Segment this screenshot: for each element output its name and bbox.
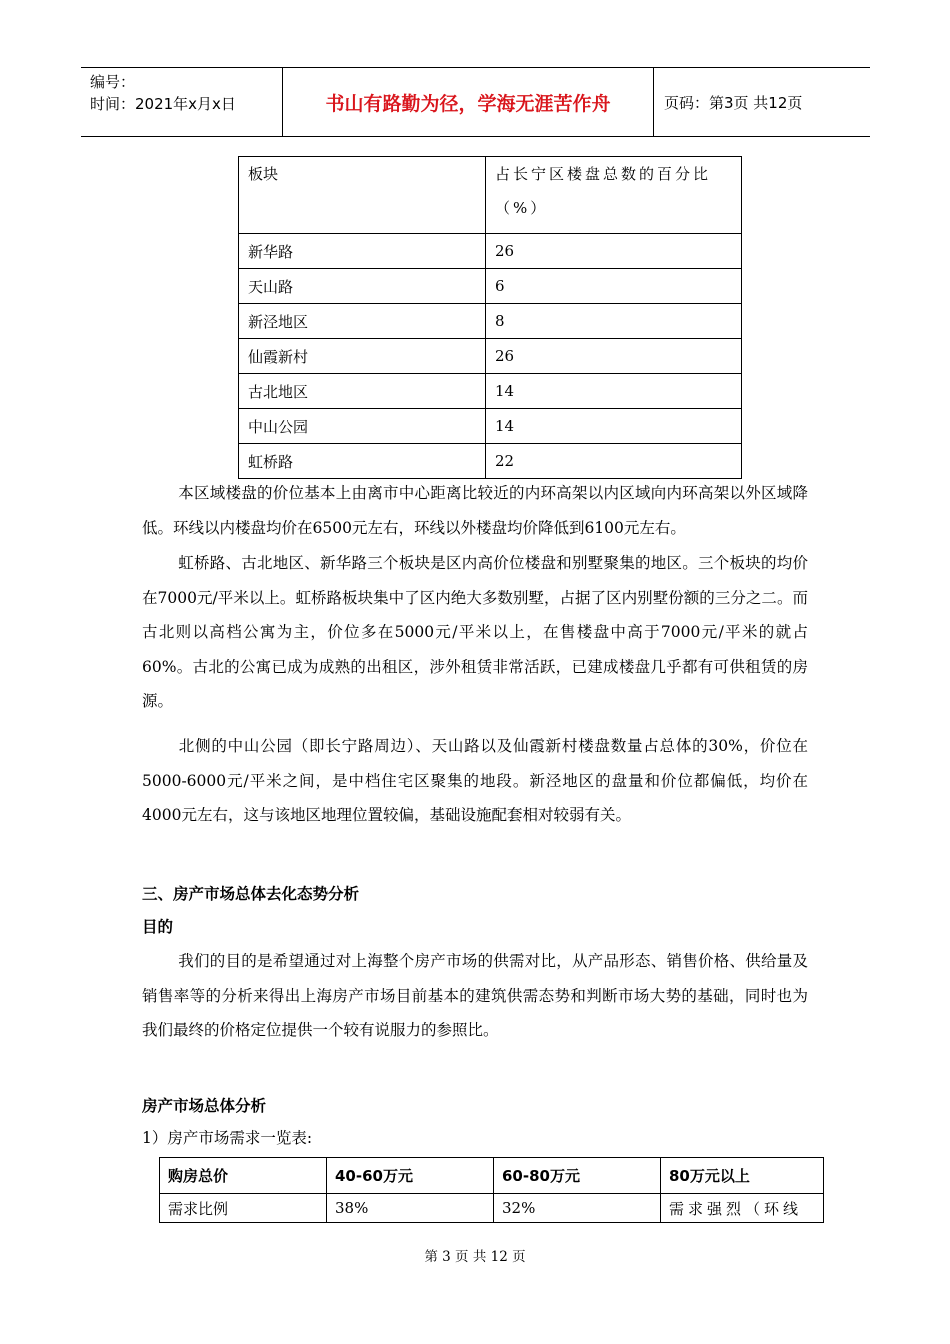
- page-footer: 第 3 页 共 12 页: [424, 1249, 526, 1265]
- table-cell: 14: [486, 374, 742, 409]
- paragraph-text: 北侧的中山公园（即长宁路周边）、天山路以及仙霞新村楼盘数量占总体的30%，价位在5000-6000元/平米之间，是中档住宅区聚集的地段。新泾地区的盘量和价位都偏低，均价在4000元左右，这与该地区地理位置较偏，基础设施配套相对较弱有关。: [142, 737, 808, 824]
- table-header-cell: 板块: [239, 157, 486, 234]
- table-cell: 需求比例: [160, 1194, 327, 1223]
- region-share-table: [238, 156, 742, 479]
- document-header: [81, 67, 870, 137]
- table-cell: 新泾地区: [239, 304, 486, 339]
- demand-table: [159, 1157, 824, 1223]
- table-header-row: [160, 1158, 824, 1194]
- paragraph-text: 本区域楼盘的价位基本上由离市中心距离比较近的内环高架以内区域向内环高架以外区域降低。环线以内楼盘均价在6500元左右，环线以外楼盘均价降低到6100元左右。: [142, 484, 808, 537]
- table-row: [239, 304, 742, 339]
- table-row: [239, 339, 742, 374]
- table-header-cell: 60-80万元: [494, 1158, 661, 1194]
- subheading-overall: 房产市场总体分析: [142, 1097, 267, 1115]
- table-row: [239, 234, 742, 269]
- header-meta: [81, 68, 282, 136]
- table-header-cell: 占长宁区楼盘总数的百分比（%）: [486, 157, 742, 234]
- demand-table-label: 1）房产市场需求一览表:: [142, 1129, 313, 1147]
- table-row: [239, 374, 742, 409]
- table-header-row: [239, 157, 742, 234]
- header-time-label: 时间：2021年x月x日: [90, 95, 236, 113]
- table-cell: 8: [486, 304, 742, 339]
- header-number-label: 编号：: [90, 73, 136, 91]
- table-cell: 古北地区: [239, 374, 486, 409]
- subheading-purpose: 目的: [142, 918, 174, 936]
- table-header-cell: 80万元以上: [661, 1158, 824, 1194]
- paragraph-price-trend: [142, 476, 808, 545]
- table-header-cell: 购房总价: [160, 1158, 327, 1194]
- table-row: [160, 1194, 824, 1223]
- table-cell: 天山路: [239, 269, 486, 304]
- table-row: [239, 444, 742, 479]
- table-cell: 需求强烈（环线: [661, 1194, 824, 1223]
- paragraph-purpose: [142, 944, 808, 1048]
- table-cell: 14: [486, 409, 742, 444]
- header-page-code: 页码：第3页 共12页: [664, 93, 803, 112]
- table-header-cell: 40-60万元: [327, 1158, 494, 1194]
- paragraph-mid-range: [142, 729, 808, 833]
- table-cell: 仙霞新村: [239, 339, 486, 374]
- table-row: [239, 269, 742, 304]
- paragraph-text: 我们的目的是希望通过对上海整个房产市场的供需对比，从产品形态、销售价格、供给量及销售率等的分析来得出上海房产市场目前基本的建筑供需态势和判断市场大势的基础，同时也为我们最终的价格定位提供一个较有说服力的参照比。: [142, 952, 808, 1039]
- paragraph-text: 虹桥路、古北地区、新华路三个板块是区内高价位楼盘和别墅聚集的地区。三个板块的均价在7000元/平米以上。虹桥路板块集中了区内绝大多数别墅，占据了区内别墅份额的三分之二。而古北则以高档公寓为主，价位多在5000元/平米以上，在售楼盘中高于7000元/平米的就占60%。古北的公寓已成为成熟的出租区，涉外租赁非常活跃，已建成楼盘几乎都有可供租赁的房源。: [142, 554, 808, 710]
- table-cell: 6: [486, 269, 742, 304]
- paragraph-high-end: [142, 546, 808, 719]
- header-motto: 书山有路勤为径，学海无涯苦作舟: [282, 68, 654, 136]
- table-cell: 26: [486, 339, 742, 374]
- table-cell: 虹桥路: [239, 444, 486, 479]
- table-row: [239, 409, 742, 444]
- table-cell: 中山公园: [239, 409, 486, 444]
- table-cell: 32%: [494, 1194, 661, 1223]
- table-cell: 22: [486, 444, 742, 479]
- table-cell: 38%: [327, 1194, 494, 1223]
- section-heading: 三、房产市场总体去化态势分析: [142, 885, 360, 903]
- table-cell: 26: [486, 234, 742, 269]
- table-cell: 新华路: [239, 234, 486, 269]
